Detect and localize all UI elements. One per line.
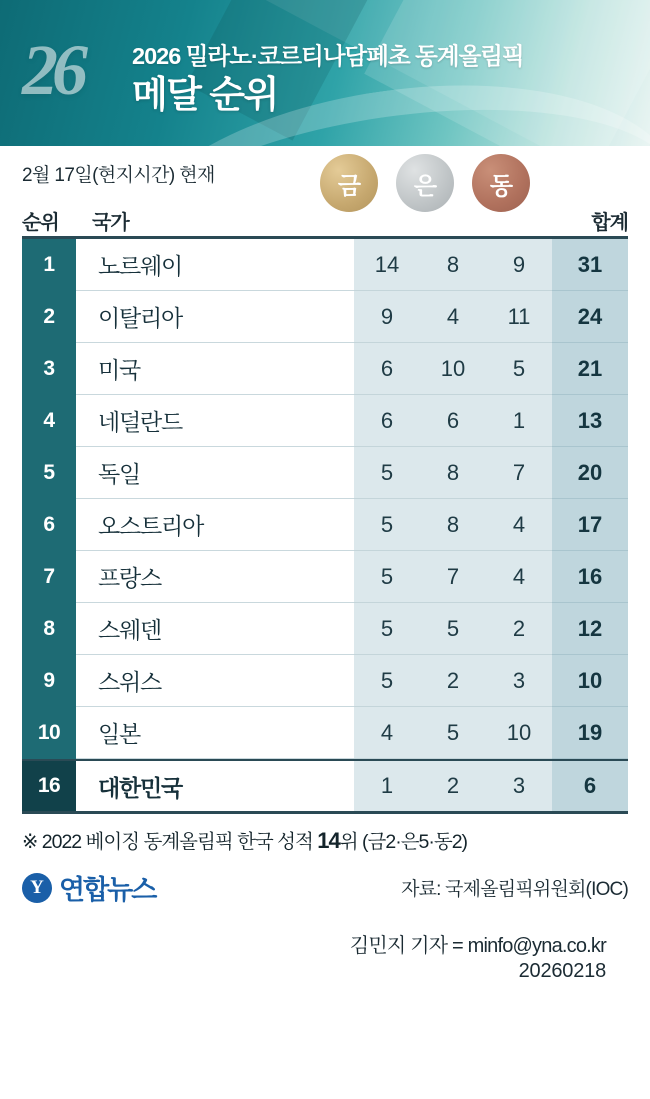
- cell-silver: 8: [420, 499, 486, 551]
- table-row: [22, 395, 628, 447]
- cell-gold: 9: [354, 291, 420, 343]
- cell-silver: 4: [420, 291, 486, 343]
- cell-total: 6: [552, 761, 628, 811]
- cell-gold: 14: [354, 239, 420, 291]
- cell-total: 19: [552, 707, 628, 759]
- cell-rank: 7: [22, 551, 76, 603]
- cell-rank: 1: [22, 239, 76, 291]
- cell-gold: 5: [354, 603, 420, 655]
- table-row: [22, 499, 628, 551]
- cell-gold: 5: [354, 655, 420, 707]
- column-header-country: 국가: [92, 212, 129, 234]
- cell-gold: 5: [354, 551, 420, 603]
- cell-rank: 9: [22, 655, 76, 707]
- title-block: [132, 44, 524, 116]
- cell-gold: 6: [354, 343, 420, 395]
- cell-rank: 8: [22, 603, 76, 655]
- cell-bronze: 7: [486, 447, 552, 499]
- cell-bronze: 5: [486, 343, 552, 395]
- cell-country: 스위스: [76, 655, 354, 707]
- cell-rank: 2: [22, 291, 76, 343]
- cell-bronze: 4: [486, 551, 552, 603]
- cell-country: 미국: [76, 343, 354, 395]
- cell-country: 일본: [76, 707, 354, 759]
- cell-total: 24: [552, 291, 628, 343]
- cell-country: 프랑스: [76, 551, 354, 603]
- cell-silver: 7: [420, 551, 486, 603]
- cell-rank: 10: [22, 707, 76, 759]
- medal-legend: [320, 154, 548, 212]
- bronze-medal-icon: 동: [472, 154, 530, 212]
- cell-country: 대한민국: [76, 761, 354, 811]
- cell-total: 31: [552, 239, 628, 291]
- cell-silver: 8: [420, 239, 486, 291]
- cell-silver: 5: [420, 603, 486, 655]
- gold-medal-icon: 금: [320, 154, 378, 212]
- cell-bronze: 9: [486, 239, 552, 291]
- table-row: [22, 655, 628, 707]
- cell-rank: 6: [22, 499, 76, 551]
- cell-total: 17: [552, 499, 628, 551]
- cell-rank: 4: [22, 395, 76, 447]
- silver-medal-icon: 은: [396, 154, 454, 212]
- table-row: [22, 759, 628, 811]
- cell-bronze: 4: [486, 499, 552, 551]
- date-code: 20260218: [518, 960, 606, 982]
- cell-country: 스웨덴: [76, 603, 354, 655]
- cell-country: 네덜란드: [76, 395, 354, 447]
- cell-bronze: 10: [486, 707, 552, 759]
- cell-silver: 10: [420, 343, 486, 395]
- table-row: [22, 343, 628, 395]
- cell-total: 13: [552, 395, 628, 447]
- cell-bronze: 3: [486, 655, 552, 707]
- cell-gold: 5: [354, 447, 420, 499]
- cell-bronze: 1: [486, 395, 552, 447]
- cell-gold: 5: [354, 499, 420, 551]
- olympics-26-logo: 26: [22, 30, 82, 110]
- table-row: [22, 603, 628, 655]
- source-credit: 자료: 국제올림픽위원회(IOC): [401, 879, 628, 900]
- cell-silver: 2: [420, 761, 486, 811]
- page-footer: [0, 868, 650, 983]
- footnote-prefix: ※ 2022 베이징 동계올림픽 한국 성적: [22, 831, 318, 853]
- cell-silver: 2: [420, 655, 486, 707]
- cell-silver: 5: [420, 707, 486, 759]
- cell-silver: 8: [420, 447, 486, 499]
- medal-standings-table: [22, 236, 628, 814]
- cell-country: 이탈리아: [76, 291, 354, 343]
- cell-country: 노르웨이: [76, 239, 354, 291]
- cell-total: 21: [552, 343, 628, 395]
- cell-gold: 6: [354, 395, 420, 447]
- cell-silver: 6: [420, 395, 486, 447]
- cell-rank: 5: [22, 447, 76, 499]
- footnote-suffix: 위 (금2·은5·동2): [339, 831, 468, 853]
- cell-total: 20: [552, 447, 628, 499]
- cell-country: 독일: [76, 447, 354, 499]
- subheader-bar: [0, 146, 650, 236]
- column-header-rank: 순위: [22, 212, 59, 234]
- cell-rank: 16: [22, 761, 76, 811]
- table-row: [22, 707, 628, 759]
- yonhap-mark-icon: Y: [22, 873, 52, 903]
- cell-rank: 3: [22, 343, 76, 395]
- cell-gold: 4: [354, 707, 420, 759]
- cell-bronze: 2: [486, 603, 552, 655]
- yonhap-name: 연합뉴스: [59, 875, 156, 905]
- table-row: [22, 239, 628, 291]
- as-of-date: 2월 17일(현지시간) 현재: [22, 165, 215, 186]
- cell-total: 12: [552, 603, 628, 655]
- page-title: 메달 순위: [132, 73, 278, 115]
- byline: 김민지 기자 = minfo@yna.co.kr: [349, 935, 606, 957]
- cell-country: 오스트리아: [76, 499, 354, 551]
- column-header-row: [0, 206, 650, 234]
- footnote-rank: 14: [317, 828, 340, 853]
- column-header-total: 합계: [591, 212, 628, 234]
- table-row: [22, 447, 628, 499]
- cell-bronze: 11: [486, 291, 552, 343]
- cell-gold: 1: [354, 761, 420, 811]
- cell-bronze: 3: [486, 761, 552, 811]
- event-subtitle: 2026 밀라노·코르티나담페초 동계올림픽: [132, 43, 524, 69]
- table-row: [22, 291, 628, 343]
- cell-total: 16: [552, 551, 628, 603]
- footnote: [22, 826, 630, 854]
- page-header: [0, 0, 650, 146]
- table-row: [22, 551, 628, 603]
- cell-total: 10: [552, 655, 628, 707]
